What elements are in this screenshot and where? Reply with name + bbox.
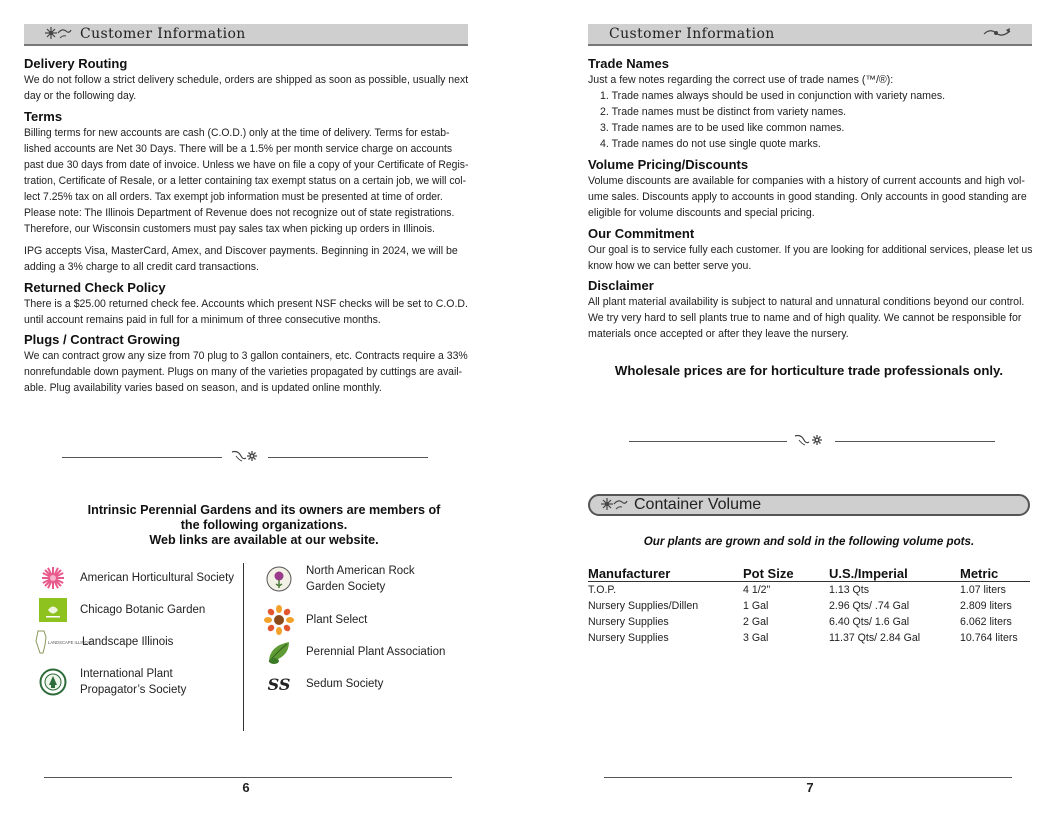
org-perennial-plant-association[interactable]: Perennial Plant Association	[264, 636, 445, 668]
header-title: Customer Information	[609, 26, 775, 42]
org-name: American Horticultural Society	[80, 572, 235, 584]
table-cell: 4 1/2"	[743, 584, 771, 596]
container-volume-table	[588, 565, 1030, 646]
trade-names-intro: Just a few notes regarding the correct use of trade names (™/®):	[588, 74, 894, 86]
table-cell: T.O.P.	[588, 584, 617, 596]
pink-flower-icon	[38, 563, 68, 593]
section-title: Plugs / Contract Growing	[24, 332, 181, 347]
circular-seal-icon	[38, 667, 68, 697]
org-sedum-society[interactable]: SS Sedum Society	[264, 668, 383, 700]
column-header: Metric	[960, 565, 1030, 582]
section-title: Delivery Routing	[24, 56, 128, 71]
svg-text:LANDSCAPE ILLINOIS: LANDSCAPE ILLINOIS	[48, 640, 92, 645]
trade-names-list-item: 4. Trade names do not use single quote marks.	[600, 138, 821, 150]
table-cell: 11.37 Qts/ 2.84 Gal	[829, 632, 921, 644]
section-title: Trade Names	[588, 56, 669, 71]
right-page	[528, 0, 1056, 816]
green-square-logo-icon	[38, 595, 68, 625]
table-cell: 6.062 liters	[960, 616, 1012, 628]
vine-flower-ornament-icon	[230, 448, 260, 467]
sunflower-icon	[264, 605, 294, 635]
table-cell: 1 Gal	[743, 600, 769, 612]
table-row	[588, 582, 1030, 599]
footer-rule	[44, 777, 452, 778]
section-title: Volume Pricing/Discounts	[588, 157, 749, 172]
thistle-badge-icon	[264, 564, 294, 594]
org-plant-select[interactable]: Plant Select	[264, 604, 367, 636]
table-row	[588, 630, 1030, 646]
column-header: Manufacturer	[588, 565, 743, 582]
trade-names-list-item: 1. Trade names always should be used in conjunction with variety names.	[600, 90, 946, 102]
ss-monogram-icon: SS	[267, 674, 291, 694]
section-header	[24, 24, 468, 46]
section-paragraph: We can contract grow any size from 70 plug to 3 gallon containers, etc. Contracts require a 33% nonrefundable down payment. Plugs on many of the varieties propagated by cuttings are avail- able. Plug availability varies based on season, and is updated online monthly.	[24, 350, 468, 394]
container-volume-title: Container Volume	[634, 496, 762, 513]
page-number: 6	[242, 780, 250, 795]
column-header: U.S./Imperial	[829, 565, 960, 582]
table-row	[588, 614, 1030, 630]
header-title: Customer Information	[80, 26, 246, 42]
table-cell: 2.809 liters	[960, 600, 1012, 612]
footer-rule	[604, 777, 1012, 778]
section-paragraph: Our goal is to service fully each customer. If you are looking for additional services, please let us know how we can better serve you.	[588, 244, 1033, 272]
flower-vine-ornament-icon	[600, 497, 628, 514]
section-title: Terms	[24, 109, 63, 124]
table-row	[588, 598, 1030, 614]
section-title: Returned Check Policy	[24, 280, 166, 295]
table-cell: 1.13 Qts	[829, 584, 870, 596]
org-international-plant-propagators-society[interactable]: International Plant Propagator’s Society	[38, 666, 186, 698]
section-title: Disclaimer	[588, 278, 654, 293]
section-paragraph: There is a $25.00 returned check fee. Accounts which present NSF checks will be set to C.O.D. until account remains paid in full for a minimum of three consecutive months.	[24, 298, 468, 326]
table-cell: 3 Gal	[743, 632, 769, 644]
page-number: 7	[806, 780, 814, 795]
vine-ornament-icon	[982, 26, 1012, 43]
org-chicago-botanic-garden[interactable]: Chicago Botanic Garden	[38, 594, 205, 626]
table-cell: Nursery Supplies/Dillen	[588, 600, 699, 612]
org-american-horticultural-society[interactable]	[38, 562, 234, 594]
table-cell: Nursery Supplies	[588, 632, 669, 644]
column-divider	[243, 563, 244, 731]
section-title: Our Commitment	[588, 226, 695, 241]
section-paragraph: Volume discounts are available for companies with a history of current accounts and high vol- ume sales. Discounts apply to accounts in good standing. Only accounts in good standing are eligible for volume discounts and special pricing.	[588, 175, 1027, 219]
table-cell: 2 Gal	[743, 616, 769, 628]
section-divider	[62, 450, 428, 464]
wholesale-note: Wholesale prices are for horticulture trade professionals only.	[614, 363, 1004, 378]
organizations-intro: Intrinsic Perennial Gardens and its owners are members of the following organizations. Web links are available at our website.	[87, 503, 441, 547]
trade-names-list-item: 2. Trade names must be distinct from variety names.	[600, 106, 847, 118]
vine-flower-ornament-icon	[793, 432, 827, 451]
leaf-icon	[264, 637, 294, 667]
section-paragraph: IPG accepts Visa, MasterCard, Amex, and Discover payments. Beginning in 2024, we will be adding a 3% charge to all credit card transactions.	[24, 245, 458, 273]
section-paragraph: Billing terms for new accounts are cash (C.O.D.) only at the time of delivery. Terms for estab- lished accounts are Net 30 Days. There will be a 1.5% per month service charge on accounts past due 30 days from date of invoice. Unless we have on file a copy of your Certificate of Regis- tration, Certificate of Resale, or a letter containing tax exempt status on a certain job, we will col- lect 7.25% tax on all orders. Tax exempt job information must be presented at time of order. Please note: The Illinois Department of Revenue does not recognize out of state registrations. Therefore, our Wisconsin customers must pay sales tax when picking up orders in Illinois.	[24, 127, 469, 235]
org-landscape-illinois[interactable]: LANDSCAPE ILLINOIS Landscape Illinois	[34, 626, 173, 658]
table-cell: 10.764 liters	[960, 632, 1018, 644]
table-cell: 6.40 Qts/ 1.6 Gal	[829, 616, 910, 628]
org-north-american-rock-garden-society[interactable]: North American Rock Garden Society	[264, 563, 415, 595]
table-cell: Nursery Supplies	[588, 616, 669, 628]
table-cell: 1.07 liters	[960, 584, 1006, 596]
trade-names-list-item: 3. Trade names are to be used like common names.	[600, 122, 845, 134]
column-header: Pot Size	[743, 565, 829, 582]
section-header	[588, 24, 1032, 46]
table-cell: 2.96 Qts/ .74 Gal	[829, 600, 910, 612]
container-volume-header	[588, 494, 1030, 516]
illinois-outline-icon	[34, 627, 92, 657]
container-note: Our plants are grown and sold in the following volume pots.	[643, 535, 975, 548]
section-paragraph: All plant material availability is subject to natural and unnatural conditions beyond our control. We try very hard to sell plants true to name and of high quality. We cannot be responsible for materials once accepted or after they leave the nursery.	[588, 296, 1025, 340]
section-paragraph: We do not follow a strict delivery schedule, orders are shipped as soon as possible, usually next day or the following day.	[24, 74, 469, 102]
flower-vine-ornament-icon	[44, 26, 72, 43]
section-divider	[629, 434, 995, 448]
